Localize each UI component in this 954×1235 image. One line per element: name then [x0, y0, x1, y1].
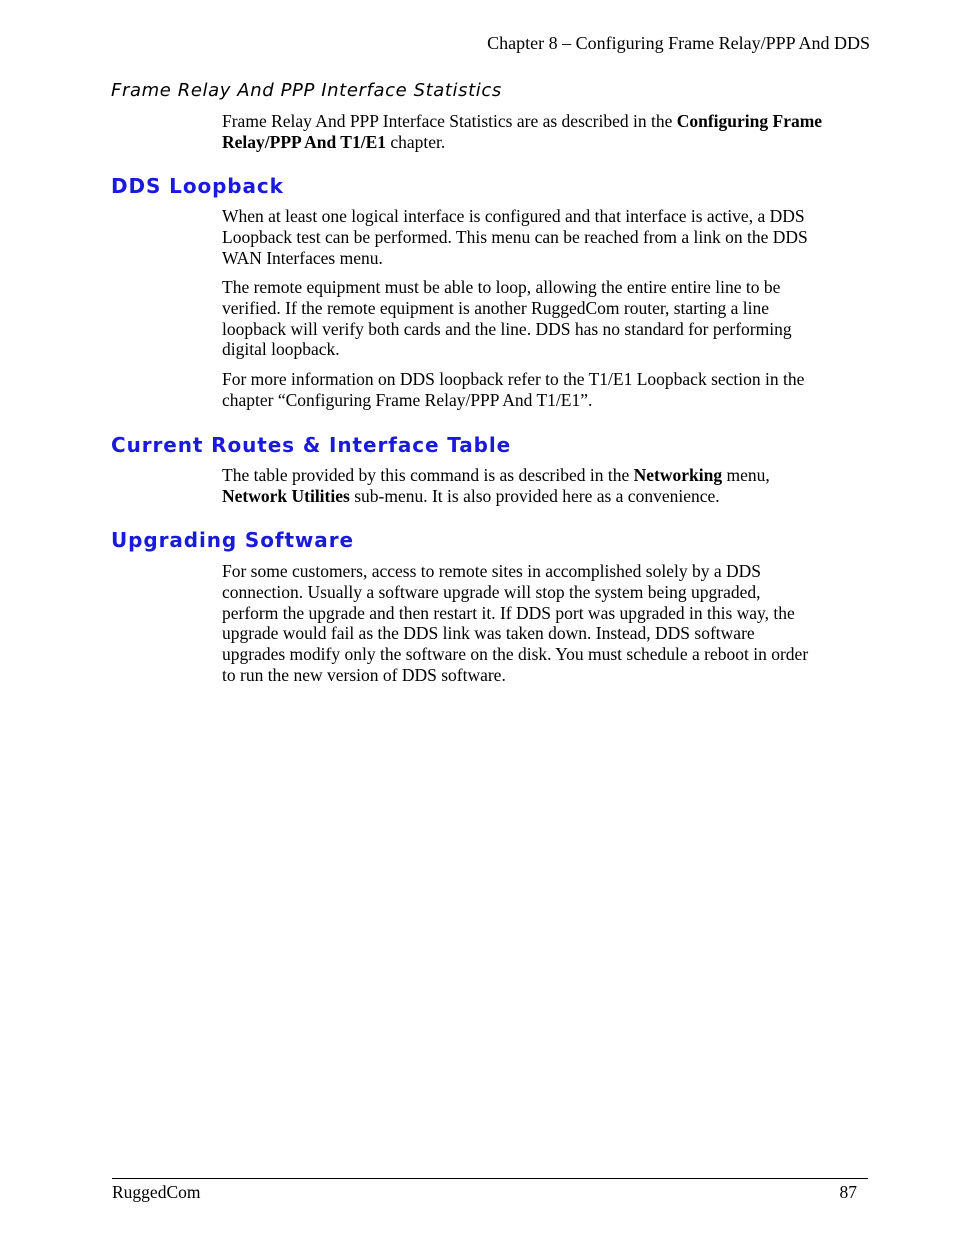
paragraph-line: upgrades modify only the software on the disk. You must schedule a reboot in order — [222, 644, 809, 665]
paragraph-line: loopback will verify both cards and the line. DDS has no standard for performing — [222, 318, 792, 339]
footer-divider — [112, 1178, 868, 1179]
paragraph-line: digital loopback. — [222, 339, 340, 360]
paragraph-line: verified. If the remote equipment is another RuggedCom router, starting a line — [222, 297, 769, 318]
chapter-reference: Relay/PPP And T1/E1 — [222, 131, 387, 152]
paragraph-line: Loopback test can be performed. This menu can be reached from a link on the DDS — [222, 226, 808, 247]
dds-loopback-heading: DDS Loopback — [111, 174, 284, 198]
paragraph-line: Frame Relay And PPP Interface Statistics are as described in the Configuring Frame — [222, 111, 823, 131]
routes-table-heading: Current Routes & Interface Table — [111, 433, 512, 457]
footer-company: RuggedCom — [112, 1182, 201, 1202]
running-header: Chapter 8 – Configuring Frame Relay/PPP And DDS — [487, 33, 870, 53]
paragraph-line: to run the new version of DDS software. — [222, 664, 506, 685]
dds-loopback-paragraph-3 — [222, 369, 872, 411]
chapter-reference: Configuring Frame — [676, 111, 823, 131]
routes-table-paragraph — [222, 465, 872, 507]
menu-reference: Networking — [633, 465, 723, 485]
frame-relay-stats-paragraph — [222, 111, 872, 153]
paragraph-line: WAN Interfaces menu. — [222, 247, 383, 268]
paragraph-line: For more information on DDS loopback refer to the T1/E1 Loopback section in the — [222, 369, 805, 389]
paragraph-line: upgrade would fail as the DDS link was taken down. Instead, DDS software — [222, 623, 755, 644]
paragraph-line: Network Utilities sub-menu. It is also provided here as a convenience. — [222, 485, 720, 506]
paragraph-line: chapter “Configuring Frame Relay/PPP And T1/E1”. — [222, 389, 593, 410]
page-number: 87 — [839, 1182, 857, 1202]
paragraph-line: For some customers, access to remote sites in accomplished solely by a DDS — [222, 561, 761, 581]
dds-loopback-paragraph-2 — [222, 277, 872, 360]
dds-loopback-paragraph-1 — [222, 206, 872, 268]
menu-reference: Network Utilities — [222, 485, 350, 506]
paragraph-line: Relay/PPP And T1/E1 chapter. — [222, 131, 446, 152]
paragraph-line: When at least one logical interface is configured and that interface is active, a DDS — [222, 206, 805, 226]
paragraph-line: The table provided by this command is as described in the Networking menu, — [222, 465, 770, 485]
paragraph-line: The remote equipment must be able to loop, allowing the entire entire line to be — [222, 277, 781, 297]
paragraph-line: connection. Usually a software upgrade will stop the system being upgraded, — [222, 581, 761, 602]
paragraph-line: perform the upgrade and then restart it. If DDS port was upgraded in this way, the — [222, 602, 795, 623]
upgrading-software-heading: Upgrading Software — [111, 528, 354, 552]
upgrading-software-paragraph — [222, 561, 872, 686]
frame-relay-stats-heading: Frame Relay And PPP Interface Statistics — [111, 80, 502, 101]
